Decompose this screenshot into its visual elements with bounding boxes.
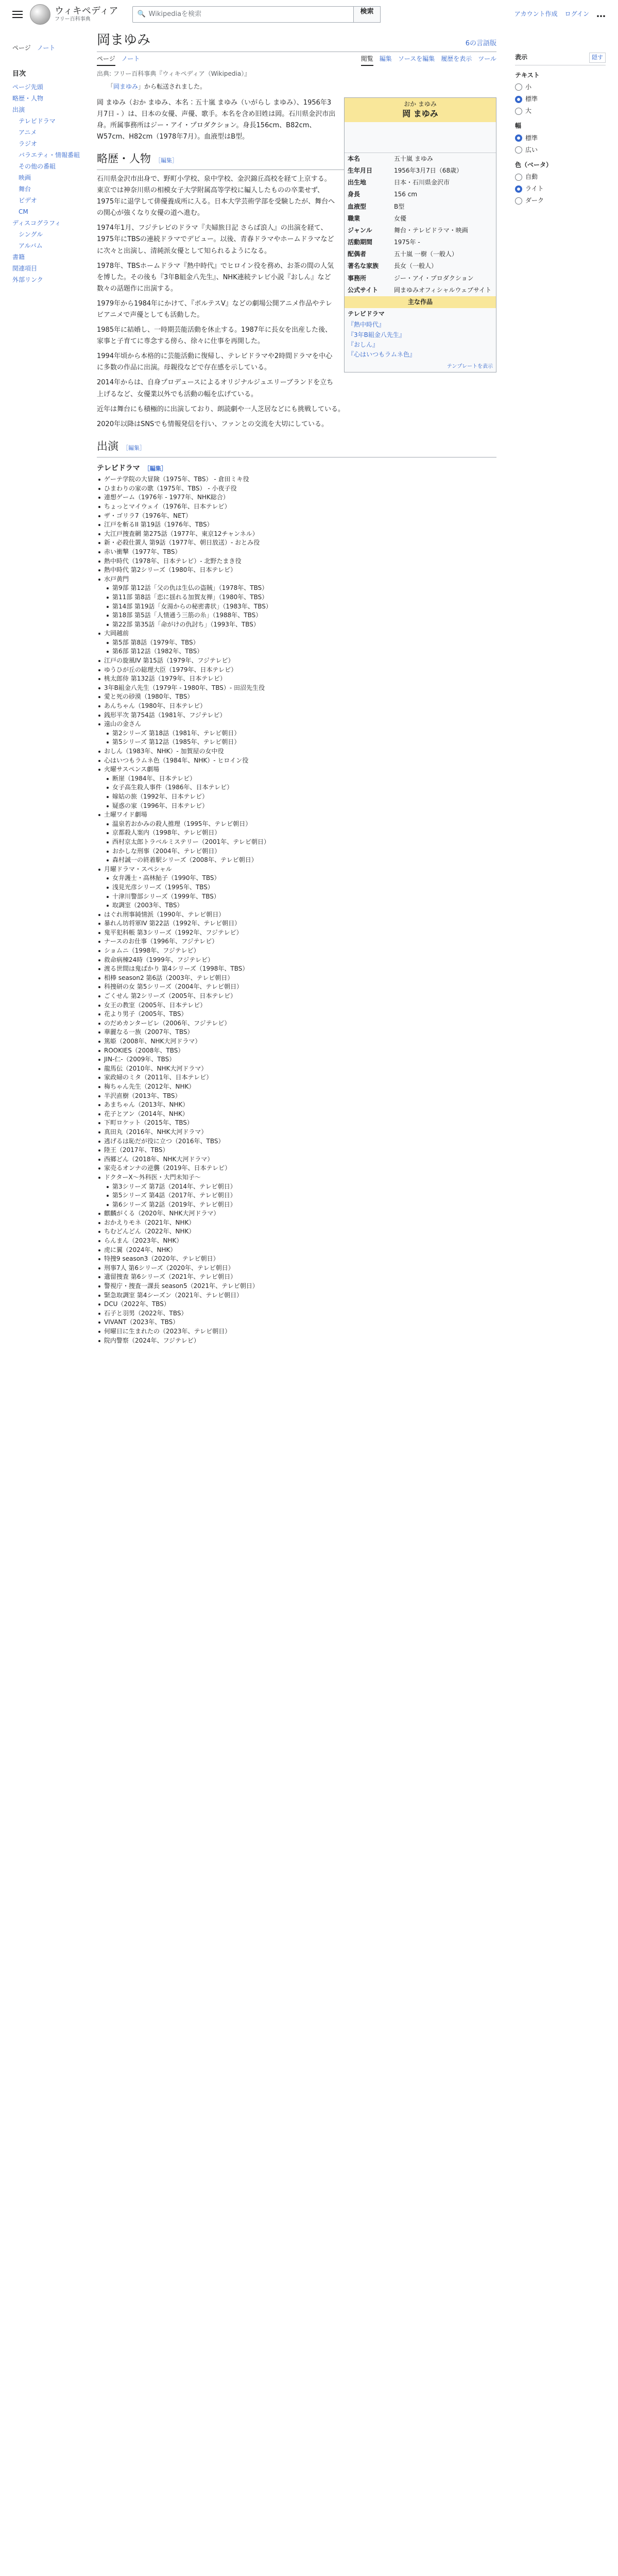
toc-item[interactable]: シングル xyxy=(19,230,43,238)
radio-selected-icon xyxy=(515,134,522,142)
template-link[interactable]: テンプレートを表示 xyxy=(447,364,493,370)
infobox-row xyxy=(345,284,496,296)
list-item: 救命病棟24時（1999年、フジテレビ） xyxy=(97,956,496,965)
infobox-row xyxy=(345,165,496,177)
radio-width-wide[interactable] xyxy=(515,145,606,155)
infobox-works-label-row xyxy=(345,308,496,320)
list-item: 第18部 第5話「人情通う三筋の糸」（1988年、TBS） xyxy=(97,611,496,620)
toc-item[interactable]: テレビドラマ xyxy=(19,117,56,125)
language-button[interactable]: 6の言語版 xyxy=(465,40,496,48)
list-item: 温泉若おかみの殺人推理（1995年、テレビ朝日） xyxy=(97,820,496,829)
list-item: 第5シリーズ 第4話（2017年、テレビ朝日） xyxy=(97,1191,496,1200)
toc-item[interactable]: アルバム xyxy=(19,242,43,249)
list-item: 女子高生殺人事件（1986年、日本テレビ） xyxy=(97,783,496,792)
infobox-value: 日本・石川県金沢市 xyxy=(394,179,450,187)
left-sidebar xyxy=(12,29,85,1345)
bio-paragraph: 1979年から1984年にかけて、『ボルテスV』などの劇場公開アニメ作品やテレビアニメで声優としても活動した。 xyxy=(97,299,332,319)
create-account-link[interactable]: アカウント作成 xyxy=(514,10,558,18)
infobox-key: 活動期間 xyxy=(348,239,373,246)
header xyxy=(0,0,618,29)
list-item: 第2シリーズ 第18話（1981年、テレビ朝日） xyxy=(97,729,496,738)
radio-color-light[interactable] xyxy=(515,184,606,194)
user-links xyxy=(514,7,606,22)
list-item: 渡る世間は鬼ばかり 第4シリーズ（1998年、TBS） xyxy=(97,964,496,974)
list-item: あんちゃん（1980年、日本テレビ） xyxy=(97,702,496,711)
radio-icon xyxy=(515,146,522,154)
infobox-key: 事務所 xyxy=(348,274,367,282)
radio-label: 広い xyxy=(525,146,538,154)
infobox-row xyxy=(345,213,496,225)
toc-item[interactable]: 関連項目 xyxy=(12,264,38,272)
bio-paragraph: 近年は舞台にも積極的に出演しており、朗読劇や一人芝居などにも挑戦している。 xyxy=(97,405,345,413)
list-item: 相棒 season2 第6話（2003年、テレビ朝日） xyxy=(97,974,496,983)
list-item: 女弁護士・高林鮎子（1990年、TBS） xyxy=(97,874,496,883)
infobox-works-header: 主な作品 xyxy=(345,296,496,308)
list-item: 篤姫（2008年、NHK大河ドラマ） xyxy=(97,1037,496,1046)
list-item: 京都殺人案内（1998年、テレビ朝日） xyxy=(97,828,496,838)
radio-color-auto[interactable] xyxy=(515,172,606,182)
list-item: ちょっとマイウェイ（1976年、日本テレビ） xyxy=(97,502,496,512)
infobox-key: 生年月日 xyxy=(348,166,373,174)
list-item: 西郷どん（2018年、NHK大河ドラマ） xyxy=(97,1155,496,1164)
search-form xyxy=(132,6,380,23)
list-item: 陸王（2017年、TBS） xyxy=(97,1146,496,1155)
color-label: 色（ベータ） xyxy=(515,161,553,168)
infobox-value: 五十嵐 一樹（一般人） xyxy=(394,250,458,258)
list-item: 嫁姑の旅（1992年、日本テレビ） xyxy=(97,792,496,802)
list-item: 花子とアン（2014年、NHK） xyxy=(97,1110,496,1119)
toc-item[interactable]: ディスコグラフィ xyxy=(12,219,61,227)
list-item: 銭形平次 第754話（1981年、フジテレビ） xyxy=(97,711,496,720)
list-item: 女王の教室（2005年、日本テレビ） xyxy=(97,1001,496,1010)
section-appear-title: 出演 xyxy=(97,439,118,452)
toc-item[interactable]: その他の番組 xyxy=(19,162,56,170)
infobox-row xyxy=(345,248,496,260)
infobox-row xyxy=(345,236,496,248)
list-item: JIN-仁-（2009年、TBS） xyxy=(97,1055,496,1064)
list-item: ゆうひが丘の総理大臣（1979年、日本テレビ） xyxy=(97,666,496,675)
section-bio-title: 略歴・人物 xyxy=(97,152,151,165)
infobox-value: 長女（一般人） xyxy=(394,262,438,270)
main-content xyxy=(85,29,508,1345)
list-item: 浅見光彦シリーズ（1995年、TBS） xyxy=(97,883,496,892)
list-item: ちむどんどん（2022年、NHK） xyxy=(97,1227,496,1236)
toc-item[interactable]: CM xyxy=(19,208,28,215)
list-item: 桃太郎侍 第132話（1979年、日本テレビ） xyxy=(97,674,496,684)
list-item: 取調室（2003年、TBS） xyxy=(97,901,496,910)
infobox-value: 舞台・テレビドラマ・映画 xyxy=(394,226,468,234)
list-item: 江戸の旋風IV 第15話（1979年、フジテレビ） xyxy=(97,656,496,666)
list-item: ごくせん 第2シリーズ（2005年、日本テレビ） xyxy=(97,992,496,1001)
list-item: 第5シリーズ 第12話（1985年、テレビ朝日） xyxy=(97,738,496,747)
infobox-row xyxy=(345,177,496,189)
subsection-heading-tvdrama xyxy=(97,463,496,474)
toc-item[interactable]: 略歴・人物 xyxy=(12,94,44,102)
list-item: 江戸を斬るII 第19話（1976年、TBS） xyxy=(97,520,496,530)
edit-section-link[interactable]: ［編集］ xyxy=(123,444,145,451)
infobox-key: 職業 xyxy=(348,214,360,222)
list-item: 遺留捜査 第6シリーズ（2021年、テレビ朝日） xyxy=(97,1273,496,1282)
infobox-furigana: おか まゆみ xyxy=(404,100,437,108)
works-list xyxy=(97,475,496,1345)
toc-item[interactable]: 外部リンク xyxy=(12,276,43,283)
list-item: 科捜研の女 第5シリーズ（2004年、テレビ朝日） xyxy=(97,982,496,992)
site-sub: 出典: フリー百科事典『ウィキペディア（Wikipedia）』 xyxy=(97,70,251,78)
radio-width-standard[interactable] xyxy=(515,133,606,143)
tab-edit-source[interactable]: ソースを編集 xyxy=(398,55,435,62)
toc-item[interactable]: 書籍 xyxy=(12,253,25,261)
radio-icon xyxy=(515,83,522,91)
list-item: 大岡越前 xyxy=(97,629,496,638)
tab-page[interactable]: ページ xyxy=(12,44,31,52)
tab-article[interactable]: ページ xyxy=(97,54,115,66)
infobox-row xyxy=(345,260,496,272)
notice-suffix: 」から転送されました。 xyxy=(138,83,207,91)
toc-item[interactable]: アニメ xyxy=(19,128,37,136)
search-placeholder: Wikipediaを検索 xyxy=(148,10,202,18)
list-item: のだめカンタービレ（2006年、フジテレビ） xyxy=(97,1019,496,1028)
list-item: おかしな刑事（2004年、テレビ朝日） xyxy=(97,847,496,856)
section-heading-appear xyxy=(97,438,496,457)
list-item: 第22部 第35話「命がけの仇討ち」（1993年、TBS） xyxy=(97,620,496,630)
list-item: ナースのお仕事（1996年、フジテレビ） xyxy=(97,937,496,946)
intro-paragraph: 岡 まゆみ（おか まゆみ、本名：五十嵐 まゆみ（いがらし まゆみ）、1956年3月7日 - ）は、日本の女優、声優、歌手。本名を含め旧姓は岡。石川県金沢市出身。所属事務所はジー・アイ・プロダクション。身長156cm、B82cm、W57cm、H82cm（1978年7月）。血液型はB型。 xyxy=(97,98,336,141)
width-label: 幅 xyxy=(515,122,522,130)
search-input[interactable] xyxy=(132,6,354,23)
tab-read[interactable]: 閲覧 xyxy=(361,54,373,66)
list-item: 熱中時代 第2シリーズ（1980年、日本テレビ） xyxy=(97,566,496,575)
tab-history[interactable]: 履歴を表示 xyxy=(441,55,472,62)
tab-note[interactable]: ノート xyxy=(121,55,140,62)
hide-button[interactable]: 隠す xyxy=(589,53,606,63)
bio-paragraph: 2014年からは、自身プロデュースによるオリジナルジュエリーブランドを立ち上げるなど、女優業以外でも活動の幅を広げている。 xyxy=(97,379,334,398)
list-item: 家売るオンナの逆襲（2019年、日本テレビ） xyxy=(97,1164,496,1173)
list-item: 月曜ドラマ・スペシャル xyxy=(97,865,496,874)
list-item: あまちゃん（2013年、NHK） xyxy=(97,1100,496,1110)
list-item: 逃げるは恥だが役に立つ（2016年、TBS） xyxy=(97,1137,496,1146)
login-link[interactable]: ログイン xyxy=(564,10,589,18)
list-item: 赤い衝撃（1977年、TBS） xyxy=(97,548,496,557)
list-item: 半沢直樹（2013年、TBS） xyxy=(97,1092,496,1101)
list-item: 3年B組金八先生（1979年 - 1980年、TBS）- 田沼先生役 xyxy=(97,684,496,693)
list-item: 火曜サスペンス劇場 xyxy=(97,765,496,774)
infobox-value: 1956年3月7日（68歳） xyxy=(394,166,463,174)
logo-subtitle: フリー百科事典 xyxy=(55,16,91,22)
list-item: 虎に翼（2024年、NHK） xyxy=(97,1246,496,1255)
appearance-panel xyxy=(508,29,606,1345)
infobox-key: 身長 xyxy=(348,191,360,198)
list-item: 第9部 第12話「父の仇は生仏の盗賊」（1978年、TBS） xyxy=(97,584,496,593)
radio-label: ライト xyxy=(525,185,544,193)
infobox-row xyxy=(345,201,496,213)
page-title: 岡まゆみ xyxy=(97,32,151,48)
list-item: 警視庁・捜査一課長 season5（2021年、テレビ朝日） xyxy=(97,1282,496,1291)
subsection-tvdrama-title: テレビドラマ xyxy=(97,464,140,472)
list-item: 第11部 第8話「恋に揺れる加賀友禅」（1980年、TBS） xyxy=(97,593,496,602)
list-item: 連想ゲーム（1976年 - 1977年、NHK総合） xyxy=(97,493,496,502)
wikipedia-globe-icon xyxy=(30,4,50,25)
list-item: 梅ちゃん先生（2012年、NHK） xyxy=(97,1082,496,1092)
table-of-contents xyxy=(12,83,85,284)
infobox-value: B型 xyxy=(394,202,405,210)
radio-text-large[interactable] xyxy=(515,106,606,116)
infobox-work-link[interactable]: 『熱中時代』 xyxy=(348,321,385,329)
search-button[interactable]: 検索 xyxy=(354,6,380,23)
namespace-tabs xyxy=(12,42,85,55)
infobox-value: 1975年 - xyxy=(394,239,420,246)
list-item: 土曜ワイド劇場 xyxy=(97,810,496,820)
infobox-row xyxy=(345,153,496,165)
list-item: 花より男子（2005年、TBS） xyxy=(97,1010,496,1019)
list-item: らんまん（2023年、NHK） xyxy=(97,1236,496,1246)
edit-section-link[interactable]: ［編集］ xyxy=(155,157,178,164)
infobox-key: 本名 xyxy=(348,155,360,162)
infobox-value: 五十嵐 まゆみ xyxy=(394,155,433,162)
toc-title: 目次 xyxy=(12,70,26,78)
list-item: 下町ロケット（2015年、TBS） xyxy=(97,1118,496,1128)
list-item: 暴れん坊将軍IV 第22話（1992年、テレビ朝日） xyxy=(97,919,496,928)
list-item: 鬼平犯科帳 第3シリーズ（1992年、フジテレビ） xyxy=(97,928,496,938)
tab-talk[interactable]: ノート xyxy=(37,44,56,52)
redirect-link[interactable]: 岡まゆみ xyxy=(113,83,139,91)
toc-item[interactable]: ラジオ xyxy=(19,140,38,147)
toc-item[interactable]: 出演 xyxy=(12,106,25,113)
radio-icon xyxy=(515,174,522,181)
redirect-notice xyxy=(97,82,496,92)
infobox-key: 血液型 xyxy=(348,202,367,210)
main-menu-icon[interactable] xyxy=(12,11,23,18)
tab-edit[interactable]: 編集 xyxy=(379,55,392,62)
list-item: 水戸黄門 xyxy=(97,575,496,584)
list-item: 何曜日に生まれたの（2023年、テレビ朝日） xyxy=(97,1327,496,1336)
infobox-works-label: テレビドラマ xyxy=(348,310,385,318)
radio-selected-icon xyxy=(515,96,522,103)
infobox-key: 配偶者 xyxy=(348,250,367,258)
list-item: ROOKIES（2008年、TBS） xyxy=(97,1046,496,1056)
list-item: 西村京太郎トラベルミステリー（2001年、テレビ朝日） xyxy=(97,838,496,847)
infobox-key: 著名な家族 xyxy=(348,262,379,270)
bio-paragraph: 2020年以降はSNSでも情報発信を行い、ファンとの交流を大切にしている。 xyxy=(97,420,329,428)
infobox-row xyxy=(345,225,496,236)
bio-paragraph: 1974年1月、フジテレビのドラマ『夫婦旅日記 さらば浪人』の出演を経て、1975年にTBSの連続ドラマでデビュー。以後、青春ドラマやホームドラマなどに次々と出演し、清純派女優として知られるようになる。 xyxy=(97,224,334,255)
infobox-key: 公式サイト xyxy=(348,286,379,294)
bio-paragraph: 1994年頃から本格的に芸能活動に復帰し、テレビドラマや2時間ドラマを中心に多数の作品に出演。母親役などで存在感を示している。 xyxy=(97,352,333,372)
list-item: 石子と羽男（2022年、TBS） xyxy=(97,1309,496,1318)
list-item: DCU（2022年、TBS） xyxy=(97,1300,496,1309)
page-tabs xyxy=(97,54,496,66)
infobox-row xyxy=(345,189,496,200)
infobox-value: 女優 xyxy=(394,214,407,222)
radio-text-small[interactable] xyxy=(515,82,606,92)
list-item: ひまわりの家の歌（1975年、TBS） - 小夜子役 xyxy=(97,484,496,494)
radio-label: 自動 xyxy=(525,173,538,181)
infobox-value: 岡まゆみオフィシャルウェブサイト xyxy=(394,286,492,294)
infobox-value: 156 cm xyxy=(394,191,418,198)
radio-icon xyxy=(515,197,522,205)
list-item: VIVANT（2023年、TBS） xyxy=(97,1318,496,1327)
radio-label: 標準 xyxy=(525,134,538,142)
search-icon: 🔍 xyxy=(137,10,146,18)
list-item: 第3シリーズ 第7話（2014年、テレビ朝日） xyxy=(97,1182,496,1192)
list-item: おかえりモネ（2021年、NHK） xyxy=(97,1218,496,1228)
infobox-key: 出生地 xyxy=(348,179,367,187)
infobox-work-link[interactable]: 『おしん』 xyxy=(348,341,379,348)
list-item: 特捜9 season3（2020年、テレビ朝日） xyxy=(97,1255,496,1264)
list-item: 第6シリーズ 第2話（2019年、テレビ朝日） xyxy=(97,1200,496,1210)
infobox xyxy=(344,97,496,373)
list-item: ショムニ（1998年、フジテレビ） xyxy=(97,946,496,956)
list-item: 第5部 第8話（1979年、TBS） xyxy=(97,638,496,648)
infobox-header xyxy=(345,98,496,122)
radio-color-dark[interactable] xyxy=(515,196,606,206)
radio-label: 標準 xyxy=(525,95,538,103)
bio-paragraph: 1985年に結婚し、一時期芸能活動を休止する。1987年に長女を出産した後、家事と子育てに専念する傍ら、徐々に仕事を再開した。 xyxy=(97,326,332,346)
list-item: おしん（1983年、NHK）- 加賀屋の女中役 xyxy=(97,747,496,756)
list-item: ゲーテ学院の大冒険（1975年、TBS） - 倉田ミキ役 xyxy=(97,475,496,484)
list-item: 家政婦のミタ（2011年、日本テレビ） xyxy=(97,1073,496,1082)
toc-item[interactable]: 舞台 xyxy=(19,185,31,193)
site-logo[interactable] xyxy=(30,4,118,25)
infobox-value: ジー・アイ・プロダクション xyxy=(394,274,474,282)
list-item: ザ・ゴリラ7（1976年、NET） xyxy=(97,512,496,521)
infobox-name: 岡 まゆみ xyxy=(402,109,438,119)
list-item: 熱中時代（1978年、日本テレビ）- 北野たまき役 xyxy=(97,557,496,566)
list-item: 刑事7人 第6シリーズ（2020年、テレビ朝日） xyxy=(97,1264,496,1273)
radio-label: 小 xyxy=(525,83,532,91)
infobox-work-link[interactable]: 『心はいつもラムネ色』 xyxy=(348,350,416,358)
radio-label: 大 xyxy=(525,107,532,115)
list-item: 愛と死の砂漠（1980年、TBS） xyxy=(97,692,496,702)
list-item: 新・必殺仕置人 第9話（1977年、朝日放送）- おとみ役 xyxy=(97,538,496,548)
appearance-title: 表示 xyxy=(515,54,528,61)
toc-item[interactable]: ページ先頭 xyxy=(12,83,43,91)
more-options-icon[interactable]: … xyxy=(596,8,606,20)
radio-selected-icon xyxy=(515,185,522,193)
list-item: 麒麟がくる（2020年、NHK大河ドラマ） xyxy=(97,1209,496,1218)
infobox-key: ジャンル xyxy=(348,226,372,234)
edit-section-link[interactable]: ［編集］ xyxy=(144,465,167,472)
list-item: 森村誠一の終着駅シリーズ（2008年、テレビ朝日） xyxy=(97,856,496,865)
bio-paragraph: 1978年、TBSホームドラマ『熱中時代』でヒロイン役を務め、お茶の間の人気を博した。その後も『3年B組金八先生』、NHK連続テレビ小説『おしん』など数々の話題作に出演する。 xyxy=(97,262,334,293)
list-item: 龍馬伝（2010年、NHK大河ドラマ） xyxy=(97,1064,496,1074)
infobox-row xyxy=(345,273,496,284)
radio-label: ダーク xyxy=(525,197,544,205)
list-item: 院内警察（2024年、フジテレビ） xyxy=(97,1336,496,1346)
list-item: 真田丸（2016年、NHK大河ドラマ） xyxy=(97,1128,496,1137)
list-item: 緊急取調室 第4シーズン（2021年、テレビ朝日） xyxy=(97,1291,496,1300)
radio-text-standard[interactable] xyxy=(515,94,606,104)
tab-tools[interactable]: ツール xyxy=(478,55,496,62)
list-item: ドクターX〜外科医・大門未知子〜 xyxy=(97,1173,496,1182)
bio-paragraph: 石川県金沢市出身で、野町小学校、泉中学校、金沢錦丘高校を経て上京する。東京では神奈川県の相模女子大学附属高等学校に編入したものの卒業せず、1975年に退学して俳優養成所に入る。日本大学芸術学部を受験したが、舞台への関心が強くなり女優の道へ進む。 xyxy=(97,175,335,217)
logo-title: ウィキペディア xyxy=(55,6,118,16)
toc-item[interactable]: ビデオ xyxy=(19,196,37,204)
list-item: 第14部 第19話「女湯からの秘密書状」（1983年、TBS） xyxy=(97,602,496,612)
infobox-photo-placeholder xyxy=(345,122,496,153)
list-item: 心はいつもラムネ色（1984年、NHK）- ヒロイン役 xyxy=(97,756,496,766)
list-item: はぐれ刑事純情派（1990年、テレビ朝日） xyxy=(97,910,496,920)
notice-prefix: 「 xyxy=(107,83,114,91)
infobox-work-link[interactable]: 『3年B組金八先生』 xyxy=(348,331,405,338)
list-item: 華麗なる一族（2007年、TBS） xyxy=(97,1028,496,1037)
toc-item[interactable]: バラエティ・情報番組 xyxy=(19,151,80,159)
list-item: 十津川警部シリーズ（1999年、TBS） xyxy=(97,892,496,902)
list-item: 第6部 第12話（1982年、TBS） xyxy=(97,647,496,656)
toc-item[interactable]: 映画 xyxy=(19,174,31,181)
text-size-label: テキスト xyxy=(515,71,540,79)
radio-icon xyxy=(515,108,522,115)
list-item: 疑惑の家（1996年、日本テレビ） xyxy=(97,802,496,811)
list-item: 断崖（1984年、日本テレビ） xyxy=(97,774,496,784)
list-item: 遠山の金さん xyxy=(97,720,496,729)
list-item: 大江戸捜査網 第275話（1977年、東京12チャンネル） xyxy=(97,530,496,539)
